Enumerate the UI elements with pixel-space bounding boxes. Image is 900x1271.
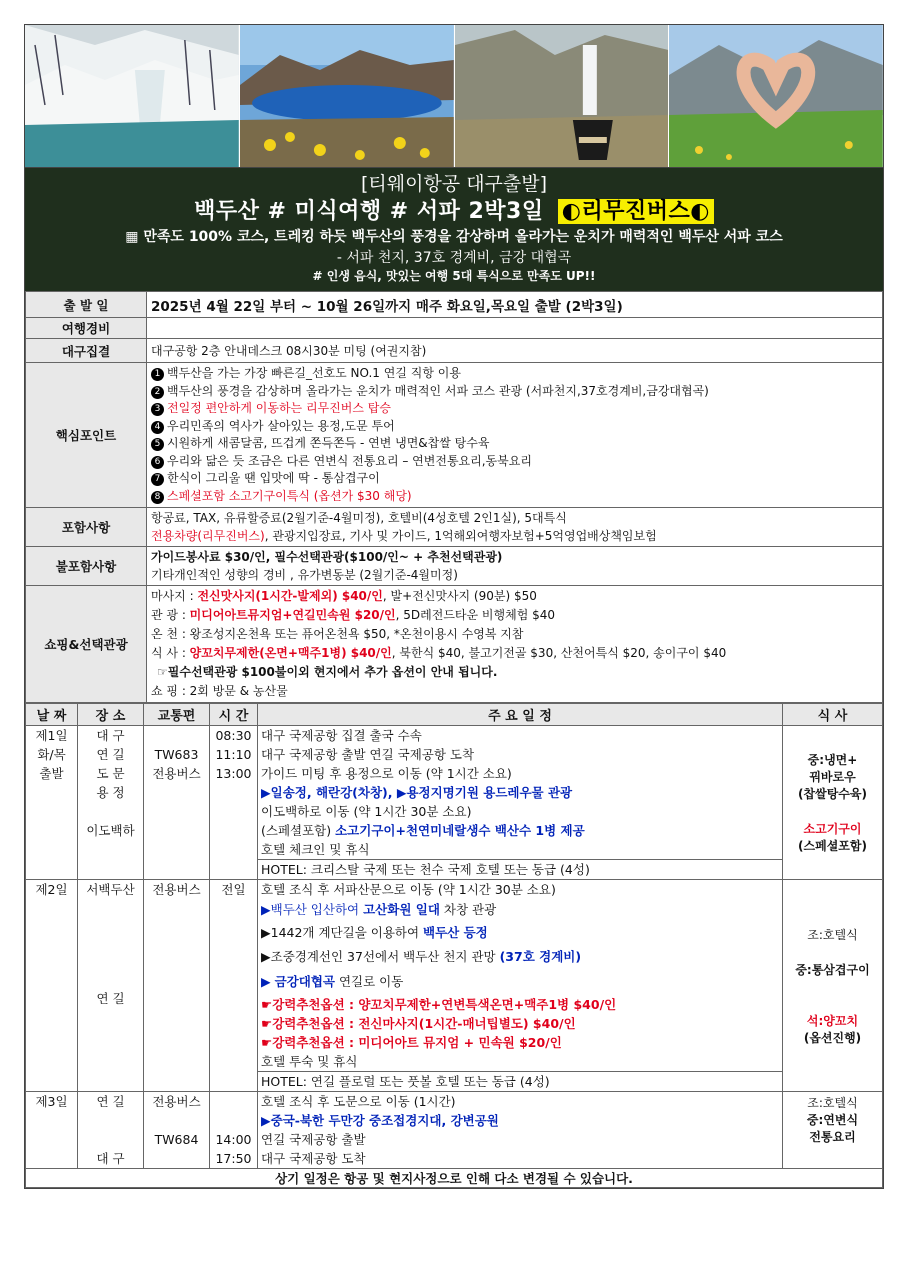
meal-line: (옵션진행) bbox=[803, 1030, 862, 1045]
photo-heart-hands bbox=[669, 25, 883, 167]
brochure bbox=[24, 24, 884, 1189]
itinerary-line: 이도백하로 이동 (약 1시간 30분 소요) bbox=[261, 804, 472, 819]
day3-itinerary bbox=[258, 1092, 783, 1169]
transport bbox=[147, 726, 206, 745]
day3-row bbox=[26, 1092, 883, 1169]
banner-airline: [티웨이항공 대구출발] bbox=[360, 173, 548, 195]
cost-label: 여행경비 bbox=[26, 318, 147, 339]
day3-date bbox=[26, 1092, 78, 1169]
depart-label: 출 발 일 bbox=[26, 292, 147, 318]
date-line: 출발 bbox=[39, 766, 64, 781]
option-tour bbox=[151, 606, 878, 625]
point-item bbox=[151, 383, 878, 401]
point-text: 우리와 닮은 듯 조금은 다른 연변식 전통요리 – 연변전통요리,동북요리 bbox=[167, 453, 532, 468]
recommended-option: ☛강력추천옵션 : 미디어아트 뮤지엄 + 민속원 $20/인 bbox=[261, 1035, 562, 1050]
itinerary-highlight: (37호 경계비) bbox=[499, 949, 582, 964]
day1-hotel: HOTEL: 크리스탈 국제 또는 천수 국제 호텔 또는 동급 (4성) bbox=[258, 859, 782, 879]
photo-waterfall-coffee bbox=[455, 25, 670, 167]
option-spa: 온 천 : 왕조성지온천욕 또는 퓨어온천욕 $50, *온천이용시 수영복 지참 bbox=[151, 627, 524, 641]
meet-value: 대구공항 2층 안내데스크 08시30분 미팅 (여권지참) bbox=[147, 339, 883, 363]
itinerary-text: 연길로 이동 bbox=[334, 974, 404, 989]
itinerary-text: 차창 관광 bbox=[439, 902, 497, 917]
point-number-badge: 8 bbox=[151, 491, 164, 504]
transport: TW683 bbox=[154, 747, 199, 762]
meal-line: 꿔바로우 bbox=[809, 770, 856, 784]
transport: 전용버스 bbox=[152, 882, 201, 897]
time: 17:50 bbox=[215, 1151, 252, 1166]
point-text: 한식이 그리울 땐 입맛에 딱 - 통삼겹구이 bbox=[167, 471, 380, 485]
day3-times bbox=[210, 1092, 258, 1169]
depart-value: 2025년 4월 22일 부터 ~ 10월 26일까지 매주 화요일,목요일 출발 (2박3일) bbox=[147, 292, 883, 318]
day2-meals bbox=[783, 880, 883, 1092]
itinerary-text: ▶조중경계선인 37선에서 백두산 천지 관망 bbox=[261, 949, 500, 964]
meal-line: 조:호텔식 bbox=[807, 1096, 858, 1110]
place: 용 정 bbox=[96, 785, 125, 800]
day1-row bbox=[26, 726, 883, 880]
point-number-badge: 7 bbox=[151, 473, 164, 486]
date-line: 제3일 bbox=[35, 1094, 68, 1109]
day1-date bbox=[26, 726, 78, 880]
place: 대 구 bbox=[96, 1151, 125, 1166]
incl-line bbox=[151, 527, 878, 545]
col-transport-header: 교통편 bbox=[144, 704, 210, 726]
meal-special: 석:양꼬치 bbox=[806, 1013, 859, 1028]
point-item bbox=[151, 365, 878, 383]
col-date-header: 날 짜 bbox=[26, 704, 78, 726]
point-text: 백두산을 가는 가장 빠른길_선호도 NO.1 연길 직항 이용 bbox=[167, 366, 461, 380]
banner-limousine-tag: ◐리무진버스◐ bbox=[558, 199, 714, 224]
itinerary-line: 호텔 조식 후 도문으로 이동 (1시간) bbox=[261, 1094, 456, 1109]
time: 11:10 bbox=[215, 747, 252, 762]
place: 대 구 bbox=[96, 728, 125, 743]
date-line: 제2일 bbox=[35, 882, 68, 897]
day2-row bbox=[26, 880, 883, 1092]
shopping-info: 쇼 핑 : 2회 방문 & 농산물 bbox=[151, 684, 288, 698]
day3-places bbox=[78, 1092, 144, 1169]
excl-line: 기타개인적인 성향의 경비 , 유가변동분 (2월기준-4월미정) bbox=[151, 568, 458, 582]
itinerary-highlight: 소고기구이+천연미네랄생수 백산수 1병 제공 bbox=[335, 823, 585, 838]
banner-course-sights: - 서파 천지, 37호 경계비, 금강 대협곡 bbox=[336, 250, 572, 266]
transport: 전용버스 bbox=[152, 766, 201, 781]
info-table bbox=[25, 291, 883, 703]
shop-value bbox=[147, 586, 883, 703]
option-highlight: 전신맛사지(1시간-발제외) $40/인 bbox=[197, 589, 383, 603]
itinerary-line: 호텔 투숙 및 휴식 bbox=[261, 1054, 358, 1069]
itinerary-line bbox=[261, 899, 779, 921]
time: 14:00 bbox=[215, 1132, 252, 1147]
col-itinerary-header: 주 요 일 정 bbox=[258, 704, 783, 726]
photo-heaven-lake bbox=[240, 25, 455, 167]
day1-transport bbox=[144, 726, 210, 880]
time: 08:30 bbox=[215, 728, 252, 743]
point-text: 우리민족의 역사가 살아있는 용정,도문 투어 bbox=[167, 418, 395, 433]
point-text: 백두산의 풍경을 감상하며 올라가는 운치가 매력적인 서파 코스 관광 (서파천지,37호경계비,금강대협곡) bbox=[167, 383, 709, 398]
option-rest: , 북한식 $40, 불고기전골 $30, 산천어특식 $20, 송이구이 $40 bbox=[391, 646, 727, 660]
option-massage bbox=[151, 587, 878, 606]
point-item bbox=[151, 418, 878, 436]
itinerary-line bbox=[261, 821, 779, 840]
banner-course-desc: ▦ 만족도 100% 코스, 트레킹 하듯 백두산의 풍경을 감상하며 올라가는 운치가 매력적인 백두산 서파 코스 bbox=[125, 229, 783, 245]
day1-meals bbox=[783, 726, 883, 880]
recommended-option: ☛강력추천옵션 : 전신마사지(1시간-매너팁별도) $40/인 bbox=[261, 1016, 576, 1031]
itinerary-text: ▶1442개 계단길을 이용하여 bbox=[261, 925, 424, 940]
itinerary-text: ▶백두산 입산하여 bbox=[261, 902, 364, 917]
col-meal-header: 식 사 bbox=[783, 704, 883, 726]
point-text: 전일정 편안하게 이동하는 리무진버스 탑승 bbox=[167, 401, 391, 415]
day1-itinerary bbox=[258, 726, 783, 880]
meal-line: 중:연변식 bbox=[806, 1113, 859, 1127]
point-number-badge: 1 bbox=[151, 368, 164, 381]
meal-line: (찹쌀탕수육) bbox=[798, 787, 867, 801]
point-number-badge: 3 bbox=[151, 403, 164, 416]
point-item bbox=[151, 470, 878, 488]
title-banner bbox=[25, 168, 883, 291]
cost-value bbox=[147, 318, 883, 339]
meet-label: 대구집결 bbox=[26, 339, 147, 363]
itinerary-line bbox=[261, 969, 779, 995]
recommended-option: ☛강력추천옵션 : 양꼬치무제한+연변특색온면+맥주1병 $40/인 bbox=[261, 997, 617, 1012]
itinerary-line: ▶중국-북한 두만강 중조접경지대, 강변공원 bbox=[261, 1113, 499, 1128]
itinerary-note: (스페셜포함) bbox=[261, 823, 336, 838]
itinerary-line: 대구 국제공항 집결 출국 수속 bbox=[261, 728, 422, 743]
day2-time bbox=[210, 880, 258, 1092]
meal-line: 중:냉면+ bbox=[807, 753, 858, 767]
meal-line: (스페셜포함) bbox=[798, 839, 867, 853]
itinerary-line: 호텔 체크인 및 휴식 bbox=[261, 842, 370, 857]
option-highlight: 미디어아트뮤지엄+연길민속원 $20/인 bbox=[189, 608, 396, 622]
itinerary-line: 가이드 미팅 후 용정으로 이동 (약 1시간 소요) bbox=[261, 766, 512, 781]
point-number-badge: 6 bbox=[151, 456, 164, 469]
itinerary-highlight: 백두산 등정 bbox=[423, 925, 488, 940]
photo-strip bbox=[25, 25, 883, 168]
option-notice: ☞필수선택관광 $100불이외 현지에서 추가 옵션이 안내 됩니다. bbox=[157, 665, 498, 679]
points-label: 핵심포인트 bbox=[26, 363, 147, 508]
point-item bbox=[151, 453, 878, 471]
itinerary-line: ▶일송정, 해란강(차창), ▶용정지명기원 용드레우물 관광 bbox=[261, 785, 573, 800]
place: 연 길 bbox=[96, 991, 125, 1006]
itinerary-line bbox=[261, 945, 779, 969]
meal-line: 전통요리 bbox=[809, 1130, 856, 1144]
day2-places bbox=[78, 880, 144, 1092]
itinerary-text: ▶ bbox=[261, 974, 275, 989]
option-meal bbox=[151, 644, 878, 663]
day3-meals bbox=[783, 1092, 883, 1169]
place: 연 길 bbox=[96, 747, 125, 762]
option-key: 식 사 : bbox=[151, 646, 190, 660]
meal-line: 중:통삼겹구이 bbox=[795, 962, 870, 977]
schedule-footer-note: 상기 일정은 항공 및 현지사정으로 인해 다소 변경될 수 있습니다. bbox=[26, 1169, 883, 1188]
day2-hotel: HOTEL: 연길 플로럴 또는 풋볼 호텔 또는 동급 (4성) bbox=[258, 1071, 782, 1091]
point-text: 스페셜포함 소고기구이특식 (옵션가 $30 해당) bbox=[167, 488, 412, 503]
point-item bbox=[151, 400, 878, 418]
incl-vehicle: 전용차량(리무진버스) bbox=[151, 529, 265, 543]
point-item bbox=[151, 488, 878, 506]
day2-transport bbox=[144, 880, 210, 1092]
incl-line-rest: , 관광지입장료, 기사 및 가이드, 1억해외여행자보험+5억영업배상책임보험 bbox=[264, 529, 657, 543]
transport: TW684 bbox=[154, 1132, 199, 1147]
schedule-table bbox=[25, 703, 883, 1188]
place: 연 길 bbox=[96, 1094, 125, 1109]
photo-winter-waterfall bbox=[25, 25, 240, 167]
time: 전일 bbox=[221, 882, 246, 897]
itinerary-highlight: 고산화원 일대 bbox=[363, 902, 440, 917]
option-rest: , 5D레전드타운 비행체험 $40 bbox=[395, 608, 556, 622]
banner-title-main: 백두산 # 미식여행 # 서파 2박3일 bbox=[194, 199, 552, 224]
excl-value bbox=[147, 547, 883, 586]
itinerary-line: 대구 국제공항 도착 bbox=[261, 1151, 366, 1166]
point-number-badge: 4 bbox=[151, 421, 164, 434]
date-line: 제1일 bbox=[35, 728, 68, 743]
excl-label: 불포함사항 bbox=[26, 547, 147, 586]
place: 도 문 bbox=[96, 766, 125, 781]
day1-times bbox=[210, 726, 258, 880]
point-number-badge: 5 bbox=[151, 438, 164, 451]
incl-value bbox=[147, 508, 883, 547]
banner-food-note: # 인생 음식, 맛있는 여행 5대 특식으로 만족도 UP!! bbox=[312, 269, 596, 283]
meal-line: 조:호텔식 bbox=[807, 927, 858, 942]
place: 이도백하 bbox=[86, 823, 135, 838]
option-highlight: 양꼬치무제한(온면+맥주1병) $40/인 bbox=[189, 646, 392, 660]
place bbox=[81, 802, 140, 821]
day3-transport bbox=[144, 1092, 210, 1169]
option-key: 관 광 : bbox=[151, 608, 190, 622]
place: 서백두산 bbox=[86, 882, 135, 897]
option-key: 마사지 : bbox=[151, 589, 198, 603]
transport: 전용버스 bbox=[152, 1094, 201, 1109]
points-list bbox=[147, 363, 883, 508]
day2-date bbox=[26, 880, 78, 1092]
point-text: 시원하게 새콤달콤, 뜨겁게 쫀득쫀득 - 연변 냉면&찹쌀 탕수육 bbox=[167, 436, 490, 450]
itinerary-line bbox=[261, 921, 779, 945]
shop-label: 쇼핑&선택관광 bbox=[26, 586, 147, 703]
excl-line: 가이드봉사료 $30/인, 필수선택관광($100/인~ + 추천선택관광) bbox=[151, 550, 503, 564]
itinerary-line: 연길 국제공항 출발 bbox=[261, 1132, 366, 1147]
meal-special: 소고기구이 bbox=[803, 822, 862, 836]
day2-itinerary bbox=[258, 880, 783, 1092]
incl-label: 포함사항 bbox=[26, 508, 147, 547]
col-place-header: 장 소 bbox=[78, 704, 144, 726]
time: 13:00 bbox=[215, 766, 252, 781]
itinerary-highlight: 금강대협곡 bbox=[274, 974, 335, 989]
itinerary-line: 호텔 조식 후 서파산문으로 이동 (약 1시간 30분 소요) bbox=[261, 882, 556, 897]
itinerary-line: 대구 국제공항 출발 연길 국제공항 도착 bbox=[261, 747, 475, 762]
incl-line: 항공료, TAX, 유류할증료(2월기준-4월미정), 호텔비(4성호텔 2인1실), 5대특식 bbox=[151, 511, 567, 525]
date-line: 화/목 bbox=[37, 747, 66, 762]
banner-title bbox=[31, 197, 877, 227]
day1-places bbox=[78, 726, 144, 880]
point-item bbox=[151, 435, 878, 453]
col-time-header: 시 간 bbox=[210, 704, 258, 726]
point-number-badge: 2 bbox=[151, 386, 164, 399]
option-rest: , 발+전신맛사지 (90분) $50 bbox=[382, 589, 537, 603]
